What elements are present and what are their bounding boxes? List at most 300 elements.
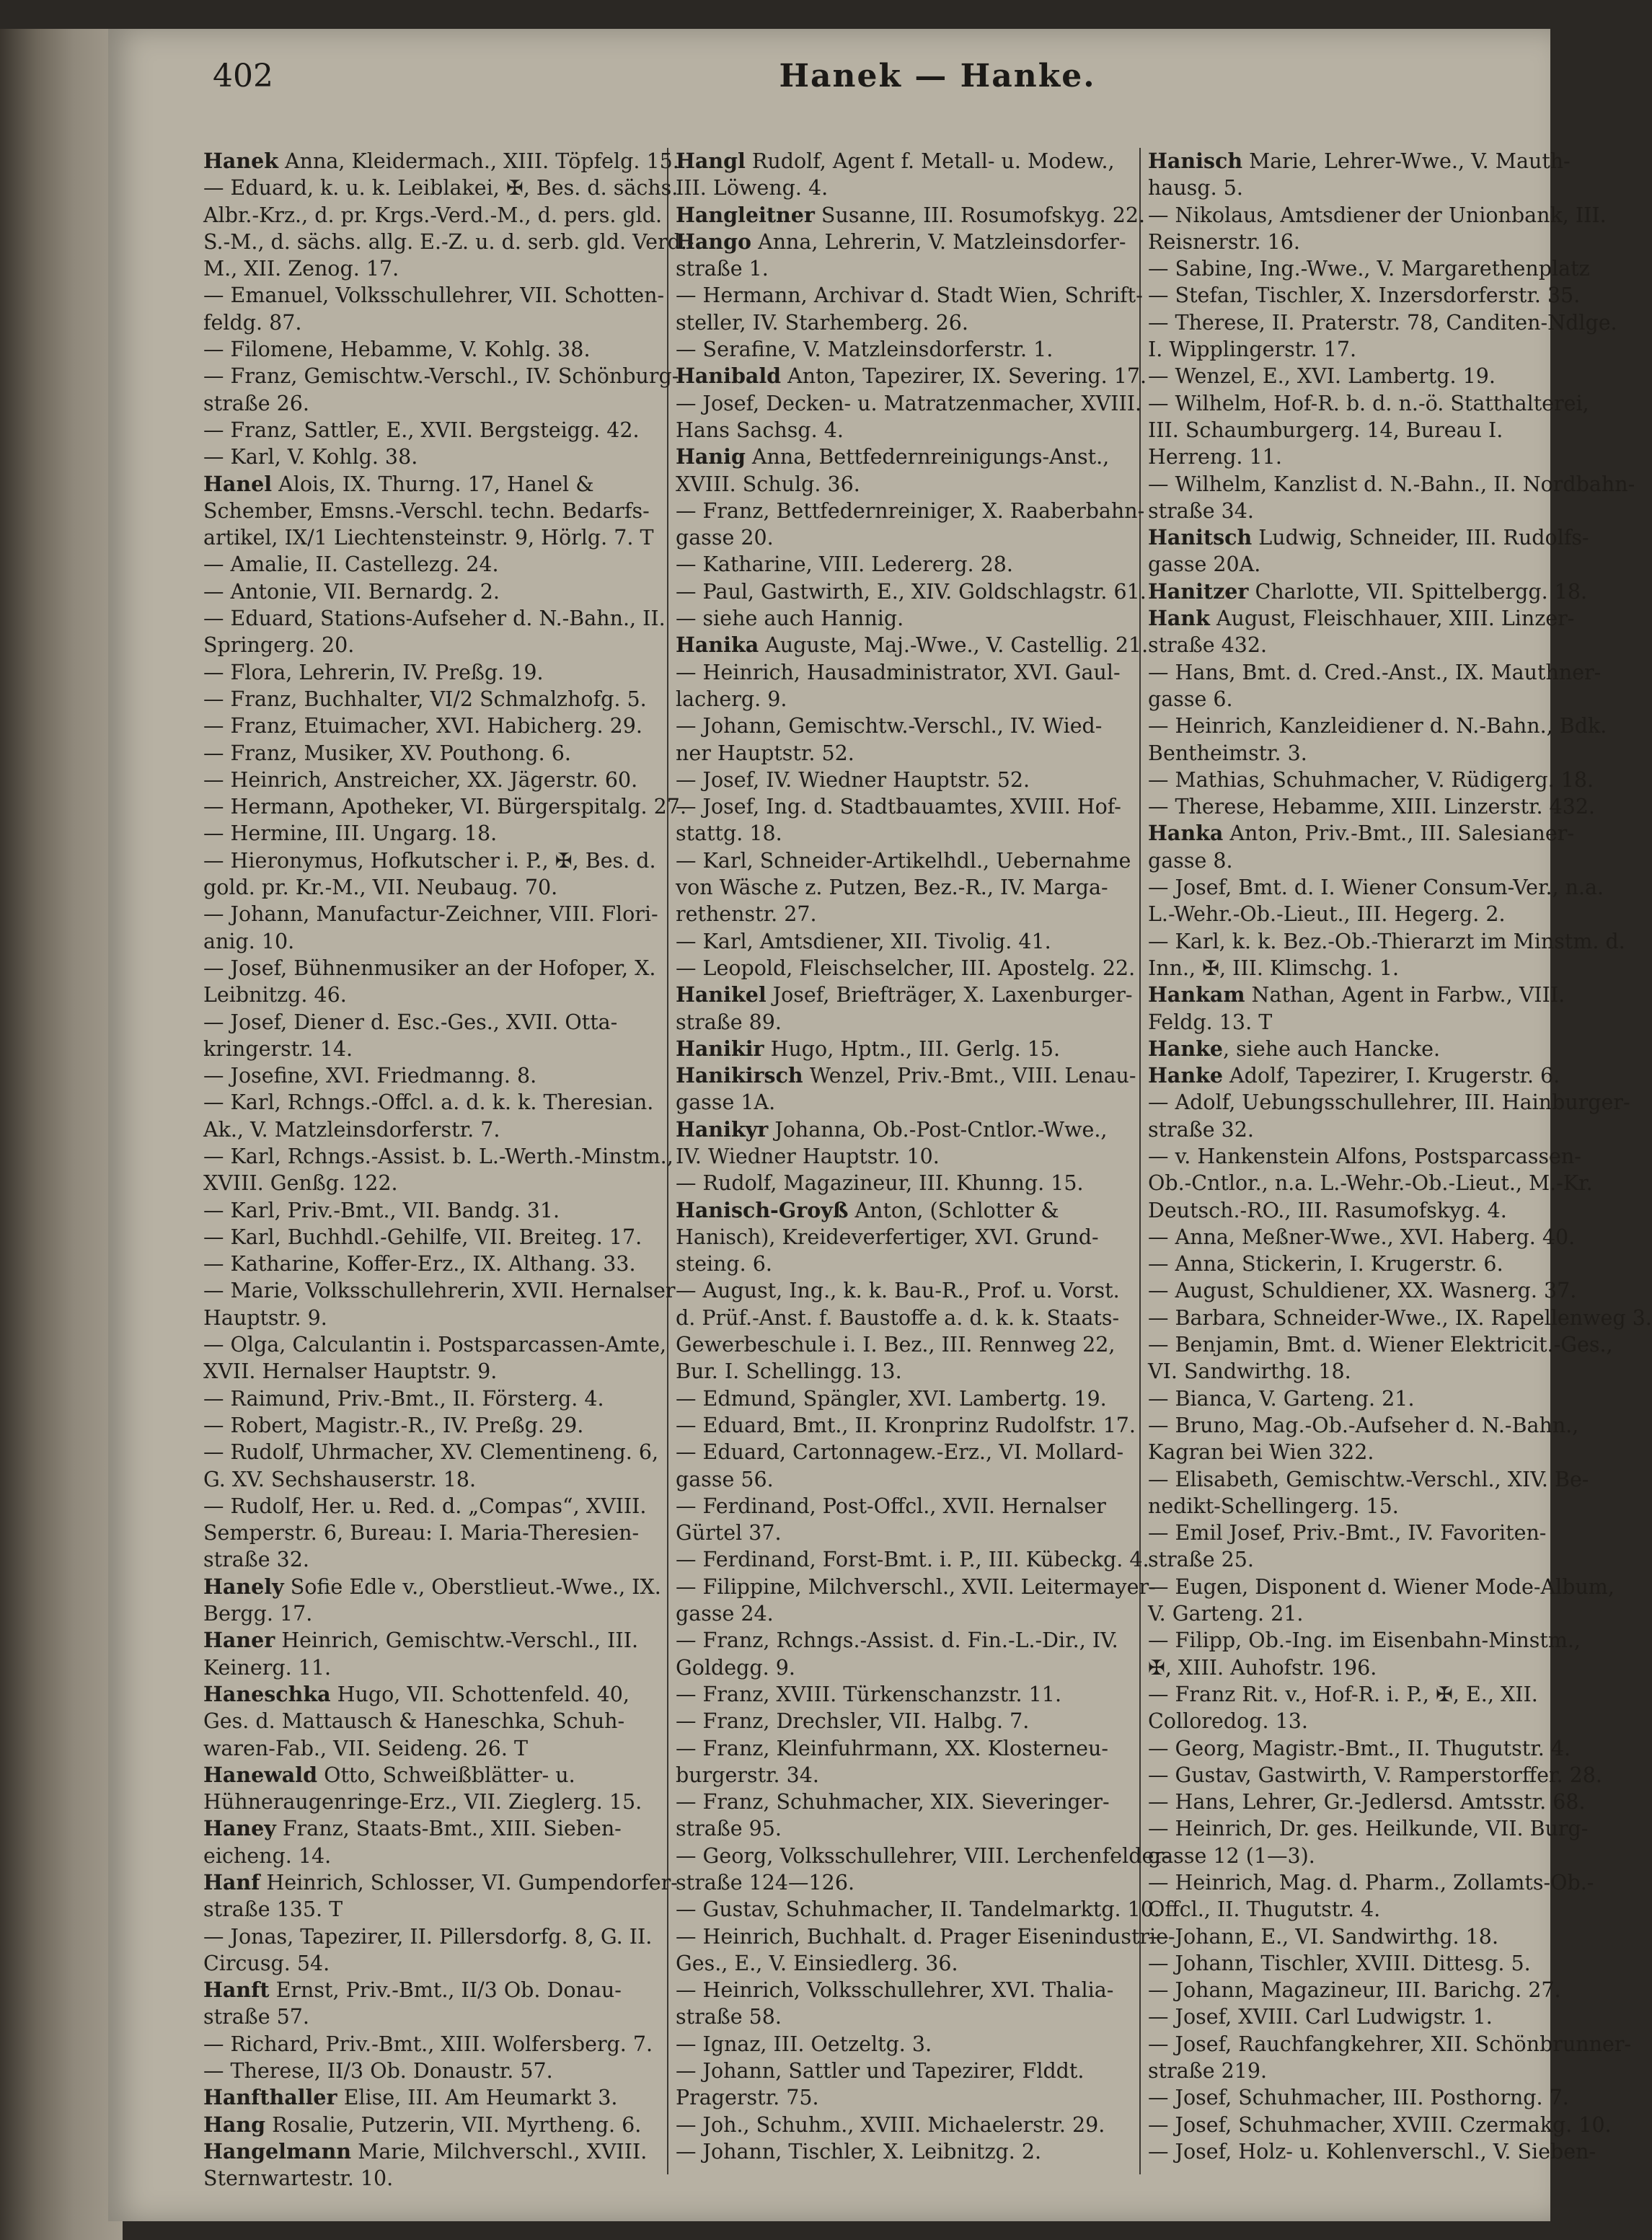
- entry-text: — Benjamin, Bmt. d. Wiener Elektricit.-Ges.,: [1148, 1333, 1613, 1357]
- directory-entry-line: [203, 1009, 658, 1036]
- entry-surname: Hanikir: [676, 1036, 764, 1061]
- entry-surname: Hankam: [1148, 982, 1245, 1007]
- directory-entry-line: [203, 605, 666, 632]
- directory-entry-line: [203, 928, 658, 955]
- directory-entry-line: [1148, 1466, 1589, 1493]
- entry-text: — Karl, Rchngs.-Offcl. a. d. k. k. Theresian.: [203, 1090, 654, 1115]
- entry-text: straße 57.: [203, 2005, 309, 2029]
- entry-surname: Hanek: [203, 149, 278, 173]
- entry-surname: Hanika: [676, 632, 759, 658]
- entry-text: V. Garteng. 21.: [1148, 1602, 1304, 1626]
- entry-text: Deutsch.-RO., III. Rasumofskyg. 4.: [1148, 1198, 1507, 1222]
- entry-text: gasse 1A.: [676, 1090, 776, 1115]
- entry-text: Rudolf, Agent f. Metall- u. Modew.,: [745, 149, 1115, 173]
- directory-entry-line: [203, 1627, 658, 1654]
- entry-text: Susanne, III. Rosumofskyg. 22.: [814, 203, 1146, 227]
- directory-entry-line: [203, 148, 679, 175]
- entry-text: — Rudolf, Uhrmacher, XV. Clementineng. 6,: [203, 1440, 659, 1465]
- directory-entry-line: [676, 1789, 1130, 1815]
- directory-entry-line: [203, 2058, 658, 2084]
- entry-surname: Hanikirsch: [676, 1063, 803, 1088]
- entry-surname: Hanely: [203, 1574, 284, 1599]
- directory-entry-line: [1148, 1036, 1537, 1062]
- entry-text: G. XV. Sechshauserstr. 18.: [203, 1467, 477, 1491]
- directory-entry-line: [203, 1412, 658, 1439]
- directory-entry-line: [676, 1197, 1130, 1224]
- entry-text: Charlotte, VII. Spittelbergg. 18.: [1248, 579, 1588, 604]
- entry-text: lacherg. 9.: [676, 687, 787, 711]
- entry-text: — Ferdinand, Post-Offcl., XVII. Hernalser: [676, 1494, 1106, 1518]
- entry-text: Anton, Tapezirer, IX. Severing. 17.: [781, 364, 1147, 389]
- entry-text: straße 25.: [1148, 1548, 1254, 1572]
- directory-entry-line: [676, 847, 1130, 874]
- directory-entry-line: [203, 632, 658, 658]
- entry-text: Pragerstr. 75.: [676, 2086, 819, 2110]
- entry-text: gasse 12 (1—3).: [1148, 1843, 1315, 1868]
- entry-text: — Stefan, Tischler, X. Inzersdorferstr. 35.: [1148, 283, 1581, 308]
- entry-text: Heinrich, Gemischtw.-Verschl., III.: [275, 1628, 639, 1653]
- directory-entry-line: [1148, 2058, 1537, 2084]
- directory-entry-line: [676, 1923, 1175, 1950]
- directory-entry-line: [676, 1116, 1130, 1143]
- entry-text: — Franz, Buchhalter, VI/2 Schmalzhofg. 5.: [203, 687, 647, 711]
- directory-entry-line: [676, 1224, 1130, 1251]
- entry-text: steing. 6.: [676, 1252, 772, 1276]
- directory-entry-line: [676, 1735, 1130, 1762]
- entry-surname: Hank: [1148, 606, 1210, 631]
- entry-surname: Hanka: [1148, 821, 1224, 846]
- entry-text: — Emanuel, Volksschullehrer, VII. Schotten-: [203, 283, 665, 308]
- directory-entry-line: [203, 363, 679, 389]
- directory-entry-line: [1148, 632, 1537, 658]
- directory-entry-line: [676, 229, 1130, 255]
- directory-entry-line: [203, 1762, 658, 1789]
- entry-text: Reisnerstr. 16.: [1148, 229, 1300, 254]
- directory-entry-line: [203, 1466, 658, 1493]
- directory-entry-line: [203, 1170, 658, 1196]
- directory-entry-line: [203, 955, 658, 982]
- entry-text: straße 34.: [1148, 498, 1254, 523]
- directory-entry-line: [1148, 1950, 1537, 1977]
- directory-entry-line: [1148, 1869, 1594, 1896]
- entry-surname: Hanewald: [203, 1762, 318, 1787]
- entry-text: — Heinrich, Dr. ges. Heilkunde, VII. Burg-: [1148, 1817, 1589, 1841]
- directory-entry-line: [203, 498, 658, 524]
- entry-text: Ernst, Priv.-Bmt., II/3 Ob. Donau-: [269, 1978, 622, 2003]
- entry-text: — Wilhelm, Hof-R. b. d. n.-ö. Statthalterei,: [1148, 391, 1589, 415]
- directory-entry-line: [203, 551, 658, 578]
- entry-text: XVIII. Genßg. 122.: [203, 1171, 398, 1196]
- directory-entry-line: [203, 1062, 658, 1089]
- directory-entry-line: [676, 1439, 1130, 1465]
- directory-entry-line: [1148, 1789, 1586, 1815]
- directory-entry-line: [203, 2003, 658, 2030]
- entry-text: III. Schaumburgerg. 14, Bureau I.: [1148, 418, 1503, 442]
- directory-entry-line: [676, 1654, 1130, 1681]
- entry-text: — Franz, Drechsler, VII. Halbg. 7.: [676, 1709, 1030, 1734]
- entry-text: von Wäsche z. Putzen, Bez.-R., IV. Marga-: [676, 876, 1108, 900]
- entry-text: — Amalie, II. Castellezg. 24.: [203, 552, 499, 577]
- directory-entry-line: [676, 605, 1130, 632]
- directory-entry-line: [1148, 1009, 1537, 1036]
- entry-text: Colloredog. 13.: [1148, 1709, 1308, 1734]
- directory-entry-line: [1148, 686, 1537, 713]
- directory-entry-line: [1148, 498, 1537, 524]
- entry-surname: Hanig: [676, 444, 746, 469]
- entry-surname: Hanfthaller: [203, 2085, 337, 2110]
- column-middle: [676, 148, 1175, 2174]
- column-right: [1148, 148, 1652, 2174]
- entry-text: — Johann, Tischler, X. Leibnitzg. 2.: [676, 2139, 1042, 2164]
- directory-entry-line: [1148, 2031, 1632, 2058]
- entry-text: anig. 10.: [203, 929, 295, 953]
- directory-entry-line: [676, 1143, 1130, 1170]
- directory-entry-line: [203, 793, 687, 820]
- entry-text: Gewerbeschule i. I. Bez., III. Rennweg 22,: [676, 1333, 1116, 1357]
- directory-entry-line: [1148, 1600, 1537, 1627]
- directory-entry-line: [676, 1170, 1130, 1196]
- directory-entry-line: [676, 1493, 1130, 1520]
- entry-text: Ges. d. Mattausch & Haneschka, Schuh-: [203, 1709, 625, 1734]
- entry-text: straße 32.: [1148, 1117, 1254, 1142]
- entry-text: — Ignaz, III. Oetzeltg. 3.: [676, 2032, 932, 2056]
- entry-text: I. Wipplingerstr. 17.: [1148, 338, 1357, 362]
- entry-text: — Sabine, Ing.-Wwe., V. Margarethenplatz: [1148, 257, 1590, 281]
- entry-text: gasse 20.: [676, 526, 774, 550]
- entry-text: Heinrich, Schlosser, VI. Gumpendorfer-: [260, 1871, 678, 1895]
- directory-entry-line: [1148, 1520, 1547, 1546]
- directory-entry-line: [676, 740, 1130, 767]
- directory-entry-line: [676, 1869, 1130, 1896]
- directory-entry-line: [203, 2084, 658, 2111]
- directory-entry-line: [676, 793, 1130, 820]
- entry-text: — Hermine, III. Ungarg. 18.: [203, 821, 498, 846]
- directory-entry-line: [203, 847, 658, 874]
- entry-text: Franz, Staats-Bmt., XIII. Sieben-: [275, 1817, 622, 1841]
- entry-text: — Wilhelm, Kanzlist d. N.-Bahn., II. Nordbahn-: [1148, 472, 1635, 496]
- entry-text: Otto, Schweißblätter- u.: [317, 1763, 575, 1787]
- entry-text: Goldegg. 9.: [676, 1655, 795, 1680]
- directory-entry-line: [676, 202, 1146, 229]
- directory-entry-line: [1148, 982, 1565, 1008]
- entry-text: — Josef, Decken- u. Matratzenmacher, XVIII.: [676, 391, 1142, 415]
- directory-entry-line: [203, 901, 658, 927]
- entry-text: — v. Hankenstein Alfons, Postsparcassen-: [1148, 1144, 1581, 1168]
- directory-entry-line: [676, 255, 1130, 282]
- entry-text: Elise, III. Am Heumarkt 3.: [337, 2086, 618, 2110]
- directory-entry-line: [203, 524, 658, 551]
- entry-surname: Hanitsch: [1148, 525, 1253, 550]
- entry-text: gold. pr. Kr.-M., VII. Neubaug. 70.: [203, 876, 558, 900]
- directory-entry-line: [676, 1977, 1130, 2003]
- directory-entry-line: [203, 1143, 673, 1170]
- entry-text: straße 89.: [676, 1010, 782, 1034]
- directory-entry-line: [1148, 1627, 1581, 1654]
- directory-entry-line: [676, 1574, 1156, 1600]
- entry-text: — Georg, Magistr.-Bmt., II. Thugutstr. 4.: [1148, 1736, 1571, 1760]
- entry-text: — Richard, Priv.-Bmt., XIII. Wolfersberg. 7.: [203, 2032, 653, 2056]
- entry-text: — Ferdinand, Forst-Bmt. i. P., III. Kübeckg. 4.: [676, 1548, 1149, 1572]
- entry-text: eicheng. 14.: [203, 1843, 332, 1868]
- entry-text: Anna, Lehrerin, V. Matzleinsdorfer-: [751, 229, 1126, 254]
- directory-entry-line: [203, 820, 658, 847]
- entry-surname: Hanitzer: [1148, 578, 1249, 604]
- entry-text: — Franz, Bettfedernreiniger, X. Raaberbahn-: [676, 498, 1145, 523]
- entry-text: — Johann, E., VI. Sandwirthg. 18.: [1148, 1924, 1499, 1949]
- entry-text: — siehe auch Hannig.: [676, 607, 904, 631]
- directory-entry-line: [1148, 820, 1574, 847]
- entry-text: — Josef, Schuhmacher, III. Posthorng. 7.: [1148, 2086, 1569, 2110]
- directory-entry-line: [203, 1385, 658, 1412]
- directory-entry-line: [1148, 202, 1607, 229]
- directory-entry-line: [203, 1977, 658, 2003]
- entry-text: Circusg. 54.: [203, 1951, 330, 1975]
- directory-entry-line: [1148, 1143, 1581, 1170]
- directory-entry-line: [676, 390, 1142, 417]
- entry-text: Keinerg. 11.: [203, 1655, 332, 1680]
- entry-text: — Joh., Schuhm., XVIII. Michaelerstr. 29.: [676, 2112, 1105, 2137]
- directory-entry-line: [1148, 955, 1537, 982]
- entry-text: Feldg. 13. T: [1148, 1010, 1273, 1034]
- entry-text: Ob.-Cntlor., n.a. L.-Wehr.-Ob.-Lieut., M.-Kr.: [1148, 1171, 1593, 1196]
- directory-entry-line: [203, 417, 658, 444]
- directory-entry-line: [676, 2138, 1130, 2165]
- directory-entry-line: [676, 1950, 1130, 1977]
- entry-text: Hanisch), Kreideverfertiger, XVI. Grund-: [676, 1225, 1099, 1249]
- entry-text: Schember, Emsns.-Verschl. techn. Bedarfs-: [203, 498, 650, 523]
- entry-text: — Leopold, Fleischselcher, III. Apostelg. 22.: [676, 956, 1136, 980]
- entry-text: — Therese, II/3 Ob. Donaustr. 57.: [203, 2059, 553, 2084]
- entry-text: — Franz Rit. v., Hof-R. i. P., ✠, E., XII.: [1148, 1682, 1538, 1706]
- entry-text: Adolf, Tapezirer, I. Krugerstr. 6.: [1223, 1064, 1560, 1088]
- entry-text: — Karl, Schneider-Artikelhdl., Uebernahme: [676, 848, 1131, 873]
- directory-entry-line: [676, 686, 1130, 713]
- entry-text: — Wenzel, E., XVI. Lambertg. 19.: [1148, 364, 1496, 389]
- entry-text: — Josef, Rauchfangkehrer, XII. Schönbrunner-: [1148, 2032, 1632, 2056]
- directory-entry-line: [203, 1923, 658, 1950]
- directory-entry-line: [676, 1412, 1136, 1439]
- directory-entry-line: [676, 417, 1130, 444]
- directory-entry-line: [1148, 2112, 1612, 2138]
- entry-text: — Bianca, V. Garteng. 21.: [1148, 1386, 1415, 1411]
- entry-text: — Josef, Diener d. Esc.-Ges., XVII. Otta-: [203, 1010, 618, 1034]
- entry-text: — Josef, IV. Wiedner Hauptstr. 52.: [676, 767, 1030, 792]
- entry-text: gasse 6.: [1148, 687, 1233, 711]
- directory-entry-line: [203, 740, 658, 767]
- directory-entry-line: [1148, 1896, 1537, 1923]
- directory-entry-line: [1148, 578, 1588, 605]
- entry-text: — Paul, Gastwirth, E., XIV. Goldschlagstr. 61.: [676, 579, 1147, 604]
- entry-text: Kagran bei Wien 322.: [1148, 1440, 1374, 1465]
- entry-text: Sternwartestr. 10.: [203, 2166, 394, 2191]
- directory-entry-line: [1148, 390, 1589, 417]
- entry-text: — Franz, Kleinfuhrmann, XX. Klosterneu-: [676, 1736, 1108, 1760]
- directory-entry-line: [203, 659, 658, 686]
- directory-entry-line: [203, 229, 694, 255]
- entry-text: stattg. 18.: [676, 821, 782, 846]
- entry-text: — Hans, Bmt. d. Cred.-Anst., IX. Mauthner-: [1148, 660, 1602, 684]
- directory-entry-line: [203, 874, 658, 901]
- directory-entry-line: [676, 363, 1147, 389]
- entry-text: August, Fleischhauer, XIII. Linzer-: [1209, 607, 1575, 631]
- entry-text: — Heinrich, Kanzleidiener d. N.-Bahn., Bdk.: [1148, 714, 1607, 738]
- entry-text: — Karl, Rchngs.-Assist. b. L.-Werth.-Minstm.,: [203, 1144, 673, 1168]
- entry-text: — Marie, Volksschullehrerin, XVII. Hernalser: [203, 1279, 676, 1303]
- directory-entry-line: [1148, 1574, 1615, 1600]
- directory-entry-line: [1148, 2084, 1569, 2111]
- entry-text: ner Hauptstr. 52.: [676, 741, 854, 765]
- entry-text: Rosalie, Putzerin, VII. Myrtheng. 6.: [265, 2112, 642, 2137]
- directory-entry-line: [1148, 1977, 1561, 2003]
- directory-entry-line: [203, 1735, 658, 1762]
- entry-text: Anton, (Schlotter &: [848, 1198, 1059, 1222]
- directory-entry-line: [676, 659, 1130, 686]
- entry-text: — August, Ing., k. k. Bau-R., Prof. u. Vorst.: [676, 1279, 1120, 1303]
- directory-entry-line: [676, 1358, 1130, 1385]
- entry-text: S.-M., d. sächs. allg. E.-Z. u. d. serb. gld. Verd.-: [203, 229, 694, 254]
- entry-text: — Franz, XVIII. Türkenschanzstr. 11.: [676, 1682, 1062, 1706]
- directory-entry-line: [1148, 659, 1602, 686]
- entry-text: Inn., ✠, III. Klimschg. 1.: [1148, 956, 1400, 980]
- directory-entry-line: [676, 632, 1149, 658]
- directory-entry-line: [676, 1331, 1130, 1358]
- directory-entry-line: [1148, 1735, 1571, 1762]
- entry-text: Sofie Edle v., Oberstlieut.-Wwe., IX.: [283, 1574, 661, 1599]
- entry-text: Alois, IX. Thurng. 17, Hanel &: [272, 472, 594, 496]
- directory-entry-line: [1148, 847, 1537, 874]
- directory-entry-line: [203, 175, 679, 201]
- directory-entry-line: [203, 1896, 658, 1923]
- directory-entry-line: [676, 1036, 1130, 1062]
- directory-entry-line: [676, 282, 1143, 309]
- entry-text: Bur. I. Schellingg. 13.: [676, 1359, 902, 1384]
- entry-text: waren-Fab., VII. Seideng. 26. T: [203, 1736, 529, 1760]
- directory-entry-line: [203, 1305, 658, 1331]
- directory-entry-line: [1148, 1385, 1537, 1412]
- entry-text: feldg. 87.: [203, 310, 302, 335]
- directory-entry-line: [676, 1546, 1149, 1573]
- directory-entry-line: [203, 1681, 658, 1708]
- entry-text: Springerg. 20.: [203, 633, 355, 658]
- entry-text: straße 219.: [1148, 2059, 1268, 2084]
- directory-entry-line: [676, 524, 1130, 551]
- directory-entry-line: [676, 2058, 1130, 2084]
- directory-entry-line: [1148, 1277, 1577, 1304]
- directory-entry-line: [1148, 1654, 1537, 1681]
- directory-entry-line: [676, 1251, 1130, 1277]
- directory-entry-line: [1148, 229, 1537, 255]
- entry-text: — Franz, Sattler, E., XVII. Bergsteigg. 42.: [203, 418, 640, 442]
- directory-entry-line: [1148, 255, 1590, 282]
- entry-text: — Elisabeth, Gemischtw.-Verschl., XIV. Be-: [1148, 1467, 1589, 1491]
- entry-text: Bergg. 17.: [203, 1602, 313, 1626]
- entry-text: — Karl, k. k. Bez.-Ob.-Thierarzt im Minstm. d.: [1148, 929, 1625, 953]
- entry-text: Wenzel, Priv.-Bmt., VIII. Lenau-: [803, 1064, 1136, 1088]
- entry-text: Marie, Milchverschl., XVIII.: [351, 2139, 648, 2164]
- entry-text: Semperstr. 6, Bureau: I. Maria-Theresien-: [203, 1521, 640, 1545]
- entry-text: — Heinrich, Mag. d. Pharm., Zollamts-Ob.-: [1148, 1871, 1594, 1895]
- entry-text: Auguste, Maj.-Wwe., V. Castellig. 21.: [759, 633, 1149, 658]
- entry-text: — Karl, V. Kohlg. 38.: [203, 445, 418, 469]
- entry-text: Hugo, VII. Schottenfeld. 40,: [330, 1682, 630, 1706]
- directory-entry-line: [676, 1520, 1130, 1546]
- entry-surname: Hanft: [203, 1977, 270, 2003]
- entry-surname: Hango: [676, 229, 752, 254]
- directory-entry-line: [676, 444, 1130, 470]
- entry-text: — Anna, Meßner-Wwe., XVI. Haberg. 40.: [1148, 1225, 1576, 1249]
- directory-entry-line: [676, 175, 1130, 201]
- directory-entry-line: [676, 578, 1147, 605]
- directory-entry-line: [203, 2031, 658, 2058]
- directory-entry-line: [1148, 1762, 1602, 1789]
- entry-surname: Hangleitner: [676, 202, 815, 227]
- directory-entry-line: [203, 471, 658, 498]
- directory-entry-line: [676, 1762, 1130, 1789]
- directory-entry-line: [676, 1062, 1136, 1089]
- directory-entry-line: [203, 336, 658, 363]
- entry-surname: Haney: [203, 1816, 276, 1841]
- directory-entry-line: [676, 309, 1130, 336]
- directory-entry-line: [1148, 282, 1581, 309]
- entry-text: , siehe auch Hancke.: [1223, 1036, 1441, 1061]
- entry-text: nedikt-Schellingerg. 15.: [1148, 1494, 1399, 1518]
- directory-entry-line: [676, 1466, 1130, 1493]
- entry-text: Anna, Kleidermach., XIII. Töpfelg. 15.: [278, 149, 679, 173]
- directory-entry-line: [203, 390, 658, 417]
- entry-text: — Eduard, Cartonnagew.-Erz., VI. Mollard-: [676, 1440, 1124, 1465]
- directory-entry-line: [203, 202, 663, 229]
- entry-text: — Barbara, Schneider-Wwe., IX. Rapellenweg 3.: [1148, 1305, 1652, 1330]
- entry-text: rethenstr. 27.: [676, 902, 817, 927]
- entry-text: — Katharine, VIII. Ledererg. 28.: [676, 552, 1013, 577]
- entry-text: — Johann, Tischler, XVIII. Dittesg. 5.: [1148, 1951, 1531, 1975]
- entry-text: Offcl., II. Thugutstr. 4.: [1148, 1897, 1381, 1922]
- entry-text: — Hermann, Apotheker, VI. Bürgerspitalg. 27.: [203, 795, 687, 819]
- entry-surname: Haneschka: [203, 1681, 331, 1706]
- entry-text: XVIII. Schulg. 36.: [676, 472, 860, 496]
- entry-text: — Franz, Etuimacher, XVI. Habicherg. 29.: [203, 714, 642, 738]
- directory-entry-line: [203, 1036, 658, 1062]
- directory-entry-line: [676, 498, 1145, 524]
- entry-text: Ges., E., V. Einsiedlerg. 36.: [676, 1951, 958, 1975]
- entry-text: — Mathias, Schuhmacher, V. Rüdigerg. 18.: [1148, 767, 1594, 792]
- directory-entry-line: [676, 1896, 1161, 1923]
- page-header: [108, 58, 1536, 108]
- directory-entry-line: [1148, 1412, 1579, 1439]
- entry-text: — Karl, Amtsdiener, XII. Tivolig. 41.: [676, 929, 1051, 953]
- entry-surname: Hanke: [1148, 1063, 1223, 1088]
- directory-entry-line: [1148, 1197, 1537, 1224]
- directory-entry-line: [203, 982, 658, 1008]
- entry-text: — Eduard, k. u. k. Leiblakei, ✠, Bes. d. sächs.: [203, 176, 679, 200]
- directory-entry-line: [1148, 1331, 1613, 1358]
- directory-entry-line: [1148, 1923, 1537, 1950]
- directory-entry-line: [676, 1815, 1130, 1842]
- entry-text: — Filippine, Milchverschl., XVII. Leitermayer-: [676, 1574, 1156, 1599]
- entry-text: — Josef, XVIII. Carl Ludwigstr. 1.: [1148, 2005, 1493, 2029]
- entry-text: — Karl, Buchhdl.-Gehilfe, VII. Breiteg. 17.: [203, 1225, 642, 1249]
- entry-surname: Hangelmann: [203, 2138, 352, 2164]
- directory-entry-line: [203, 1358, 658, 1385]
- directory-entry-line: [1148, 1439, 1537, 1465]
- entry-text: Bentheimstr. 3.: [1148, 741, 1307, 765]
- directory-entry-line: [1148, 605, 1575, 632]
- directory-entry-line: [1148, 874, 1604, 901]
- directory-entry-line: [203, 1843, 658, 1869]
- directory-entry-line: [676, 2084, 1130, 2111]
- directory-entry-line: [1148, 1116, 1537, 1143]
- directory-entry-line: [1148, 767, 1594, 793]
